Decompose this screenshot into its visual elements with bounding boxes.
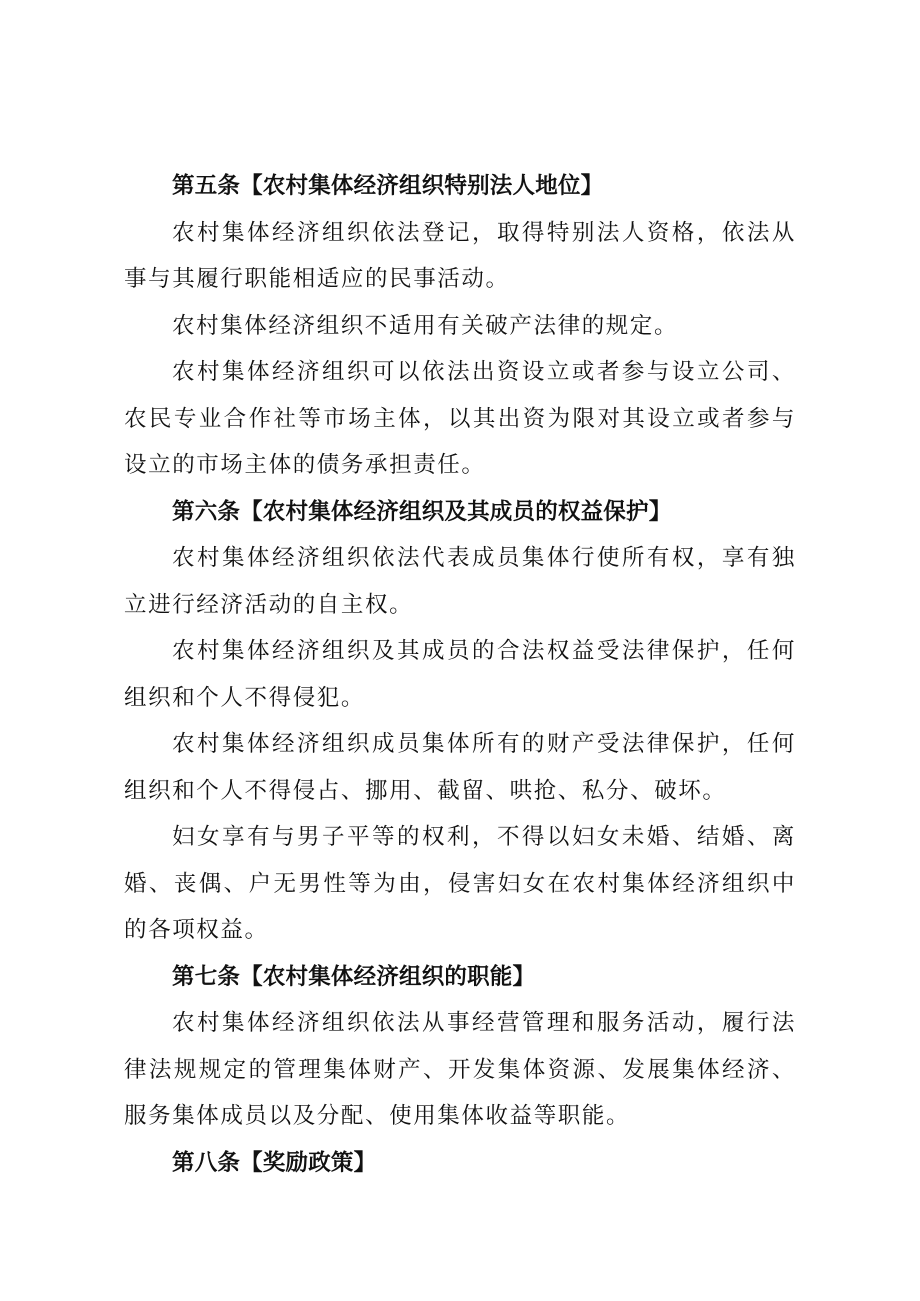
document-body (124, 163, 796, 1186)
article-5-paragraph-3: 农村集体经济组织可以依法出资设立或者参与设立公司、农民专业合作社等市场主体，以其出资为限对其设立或者参与设立的市场主体的债务承担责任。 (124, 359, 796, 478)
article-6-paragraph-1: 农村集体经济组织依法代表成员集体行使所有权，享有独立进行经济活动的自主权。 (124, 545, 796, 618)
article-8-heading: 第八条【奖励政策】 (172, 1149, 377, 1176)
article-7-paragraph-1: 农村集体经济组织依法从事经营管理和服务活动，履行法律法规规定的管理集体财产、开发集体资源、发展集体经济、服务集体成员以及分配、使用集体收益等职能。 (124, 1010, 796, 1129)
article-5-paragraph-1: 农村集体经济组织依法登记，取得特别法人资格，依法从事与其履行职能相适应的民事活动。 (124, 219, 796, 292)
article-6-paragraph-4: 妇女享有与男子平等的权利，不得以妇女未婚、结婚、离婚、丧偶、户无男性等为由，侵害妇女在农村集体经济组织中的各项权益。 (124, 824, 796, 943)
article-5-paragraph-2: 农村集体经济组织不适用有关破产法律的规定。 (172, 312, 679, 339)
article-7-heading: 第七条【农村集体经济组织的职能】 (172, 963, 536, 990)
article-6-paragraph-3: 农村集体经济组织成员集体所有的财产受法律保护，任何组织和个人不得侵占、挪用、截留、哄抢、私分、破坏。 (124, 731, 796, 804)
article-5-heading: 第五条【农村集体经济组织特别法人地位】 (172, 173, 604, 199)
article-6-heading: 第六条【农村集体经济组织及其成员的权益保护】 (172, 498, 672, 525)
article-6-paragraph-2: 农村集体经济组织及其成员的合法权益受法律保护，任何组织和个人不得侵犯。 (124, 638, 796, 711)
